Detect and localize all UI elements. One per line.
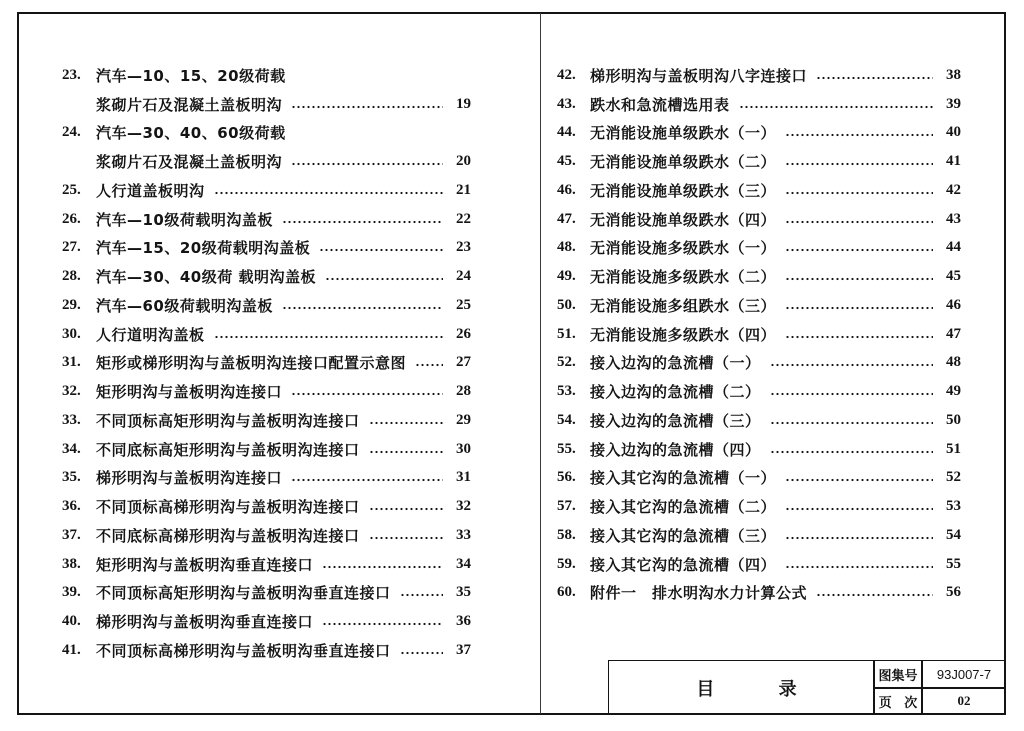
entry-title: 汽车—10级荷载明沟盖板: [96, 210, 273, 229]
entry-number: 28.: [62, 268, 81, 285]
toc-entry: [557, 377, 961, 406]
entry-title: 接入其它沟的急流槽（三）: [590, 526, 777, 545]
entry-page-number: 38: [946, 66, 961, 83]
page-label: 页 次: [878, 695, 918, 711]
entry-number: 58.: [557, 526, 576, 543]
entry-page-number: 22: [456, 210, 471, 227]
dot-leader: [369, 507, 443, 511]
entry-title: 梯形明沟与盖板明沟连接口: [96, 469, 283, 488]
dot-leader: [291, 105, 443, 109]
title-block: [608, 660, 1006, 715]
entry-page-number: 40: [946, 124, 961, 141]
dot-leader: [739, 105, 933, 109]
title-block-title: 目 录: [696, 678, 797, 700]
toc-entry-continuation: [62, 147, 471, 176]
entry-page-number: 36: [456, 613, 471, 630]
entry-title: 人行道明沟盖板: [96, 325, 205, 344]
entry-number: 44.: [557, 124, 576, 141]
entry-page-number: 55: [946, 555, 961, 572]
dot-leader: [785, 507, 933, 511]
toc-entry: [62, 320, 471, 349]
entry-number: 34.: [62, 440, 81, 457]
dot-leader: [369, 450, 443, 454]
toc-entry: [62, 636, 471, 665]
entry-number: 25.: [62, 181, 81, 198]
dot-leader: [214, 335, 443, 339]
entry-page-number: 39: [946, 95, 961, 112]
entry-number: 50.: [557, 296, 576, 313]
dot-leader: [400, 593, 443, 597]
toc-entry: [557, 90, 961, 119]
toc-entry: [62, 176, 471, 205]
entry-title: 浆砌片石及混凝土盖板明沟: [96, 153, 283, 172]
entry-number: 52.: [557, 354, 576, 371]
toc-entry: [62, 61, 471, 90]
entry-number: 37.: [62, 526, 81, 543]
toc-right-column: [557, 61, 961, 607]
page-number-value: 02: [957, 693, 971, 708]
entry-title: 不同顶标高梯形明沟与盖板明沟垂直连接口: [96, 641, 391, 660]
dot-leader: [770, 392, 933, 396]
toc-entry: [557, 435, 961, 464]
entry-title: 不同顶标高梯形明沟与盖板明沟连接口: [96, 498, 360, 517]
toc-left-column: [62, 61, 471, 665]
dot-leader: [785, 133, 933, 137]
entry-title: 无消能设施多级跌水（二）: [590, 268, 777, 287]
entry-title: 矩形或梯形明沟与盖板明沟连接口配置示意图: [96, 354, 407, 373]
entry-page-number: 53: [946, 498, 961, 515]
entry-title: 人行道盖板明沟: [96, 181, 205, 200]
toc-entry: [557, 291, 961, 320]
dot-leader: [282, 306, 443, 310]
entry-page-number: 45: [946, 268, 961, 285]
dot-leader: [369, 536, 443, 540]
entry-number: 46.: [557, 181, 576, 198]
entry-page-number: 50: [946, 411, 961, 428]
toc-entry: [62, 291, 471, 320]
entry-page-number: 21: [456, 181, 471, 198]
entry-page-number: 35: [456, 584, 471, 601]
toc-entry: [62, 406, 471, 435]
entry-number: 23.: [62, 66, 81, 83]
dot-leader: [770, 363, 933, 367]
entry-number: 51.: [557, 325, 576, 342]
dot-leader: [785, 162, 933, 166]
entry-number: 59.: [557, 555, 576, 572]
entry-number: 39.: [62, 584, 81, 601]
dot-leader: [816, 593, 933, 597]
entry-number: 31.: [62, 354, 81, 371]
dot-leader: [291, 162, 443, 166]
dot-leader: [400, 651, 443, 655]
entry-page-number: 34: [456, 555, 471, 572]
entry-page-number: 37: [456, 641, 471, 658]
dot-leader: [214, 191, 443, 195]
entry-page-number: 48: [946, 354, 961, 371]
entry-page-number: 26: [456, 325, 471, 342]
entry-title: 接入边沟的急流槽（四）: [590, 440, 761, 459]
entry-page-number: 31: [456, 469, 471, 486]
entry-title: 无消能设施多组跌水（三）: [590, 296, 777, 315]
dot-leader: [770, 450, 933, 454]
entry-title: 汽车—15、20级荷载明沟盖板: [96, 239, 311, 258]
entry-number: 40.: [62, 613, 81, 630]
entry-number: 48.: [557, 239, 576, 256]
entry-number: 49.: [557, 268, 576, 285]
entry-number: 24.: [62, 124, 81, 141]
toc-entry: [557, 492, 961, 521]
entry-title: 接入边沟的急流槽（二）: [590, 383, 761, 402]
entry-title: 梯形明沟与盖板明沟垂直连接口: [96, 613, 314, 632]
dot-leader: [319, 248, 443, 252]
entry-title: 矩形明沟与盖板明沟垂直连接口: [96, 555, 314, 574]
entry-page-number: 52: [946, 469, 961, 486]
entry-page-number: 25: [456, 296, 471, 313]
entry-number: 56.: [557, 469, 576, 486]
entry-number: 57.: [557, 498, 576, 515]
entry-number: 60.: [557, 584, 576, 601]
dot-leader: [770, 421, 933, 425]
entry-number: 36.: [62, 498, 81, 515]
entry-title: 接入边沟的急流槽（一）: [590, 354, 761, 373]
entry-title: 接入边沟的急流槽（三）: [590, 411, 761, 430]
dot-leader: [322, 565, 443, 569]
toc-entry-continuation: [62, 90, 471, 119]
dot-leader: [785, 306, 933, 310]
toc-entry: [62, 607, 471, 636]
entry-number: 33.: [62, 411, 81, 428]
entry-page-number: 51: [946, 440, 961, 457]
dot-leader: [785, 248, 933, 252]
toc-entry: [557, 205, 961, 234]
entry-title: 附件一 排水明沟水力计算公式: [590, 584, 808, 603]
entry-number: 35.: [62, 469, 81, 486]
toc-entry: [62, 349, 471, 378]
entry-page-number: 20: [456, 153, 471, 170]
entry-page-number: 30: [456, 440, 471, 457]
entry-title: 无消能设施多级跌水（一）: [590, 239, 777, 258]
toc-entry: [557, 234, 961, 263]
toc-entry: [62, 464, 471, 493]
toc-entry: [62, 119, 471, 148]
column-divider: [540, 13, 541, 714]
entry-title: 不同顶标高矩形明沟与盖板明沟垂直连接口: [96, 584, 391, 603]
entry-title: 汽车—10、15、20级荷载: [96, 66, 286, 85]
entry-page-number: 33: [456, 526, 471, 543]
entry-title: 接入其它沟的急流槽（四）: [590, 555, 777, 574]
entry-number: 42.: [557, 66, 576, 83]
entry-title: 跌水和急流槽选用表: [590, 95, 730, 114]
toc-entry: [557, 464, 961, 493]
toc-entry: [557, 262, 961, 291]
dot-leader: [785, 478, 933, 482]
entry-page-number: 29: [456, 411, 471, 428]
toc-entry: [557, 119, 961, 148]
entry-page-number: 19: [456, 95, 471, 112]
dot-leader: [816, 76, 933, 80]
entry-number: 55.: [557, 440, 576, 457]
entry-title: 矩形明沟与盖板明沟连接口: [96, 383, 283, 402]
dot-leader: [785, 536, 933, 540]
toc-entry: [62, 205, 471, 234]
entry-title: 梯形明沟与盖板明沟八字连接口: [590, 66, 808, 85]
entry-page-number: 49: [946, 383, 961, 400]
entry-number: 45.: [557, 153, 576, 170]
entry-title: 不同底标高矩形明沟与盖板明沟连接口: [96, 440, 360, 459]
entry-title: 无消能设施单级跌水（四）: [590, 210, 777, 229]
entry-title: 无消能设施单级跌水（二）: [590, 153, 777, 172]
entry-number: 54.: [557, 411, 576, 428]
dot-leader: [415, 363, 443, 367]
toc-entry: [557, 61, 961, 90]
entry-page-number: 24: [456, 268, 471, 285]
toc-entry: [557, 550, 961, 579]
entry-number: 43.: [557, 95, 576, 112]
entry-number: 26.: [62, 210, 81, 227]
toc-entry: [557, 147, 961, 176]
entry-title: 无消能设施单级跌水（三）: [590, 181, 777, 200]
dot-leader: [785, 277, 933, 281]
entry-title: 汽车—60级荷载明沟盖板: [96, 296, 273, 315]
dot-leader: [785, 565, 933, 569]
atlas-number-value: 93J007-7: [936, 666, 992, 682]
entry-page-number: 56: [946, 584, 961, 601]
entry-page-number: 42: [946, 181, 961, 198]
entry-number: 27.: [62, 239, 81, 256]
entry-title: 接入其它沟的急流槽（二）: [590, 498, 777, 517]
toc-entry: [557, 406, 961, 435]
entry-number: 38.: [62, 555, 81, 572]
entry-title: 浆砌片石及混凝土盖板明沟: [96, 95, 283, 114]
toc-entry: [62, 435, 471, 464]
entry-page-number: 54: [946, 526, 961, 543]
entry-title: 汽车—30、40、60级荷载: [96, 124, 286, 143]
toc-entry: [62, 579, 471, 608]
dot-leader: [322, 622, 443, 626]
toc-entry: [62, 521, 471, 550]
toc-entry: [62, 550, 471, 579]
dot-leader: [325, 277, 443, 281]
entry-page-number: 27: [456, 354, 471, 371]
entry-page-number: 46: [946, 296, 961, 313]
toc-entry: [557, 176, 961, 205]
entry-page-number: 28: [456, 383, 471, 400]
dot-leader: [785, 220, 933, 224]
entry-title: 汽车—30、40级荷 载明沟盖板: [96, 268, 316, 287]
entry-page-number: 47: [946, 325, 961, 342]
toc-entry: [62, 234, 471, 263]
entry-page-number: 23: [456, 239, 471, 256]
entry-number: 30.: [62, 325, 81, 342]
dot-leader: [785, 335, 933, 339]
dot-leader: [291, 392, 443, 396]
toc-entry: [557, 349, 961, 378]
entry-page-number: 32: [456, 498, 471, 515]
toc-entry: [62, 262, 471, 291]
toc-entry: [557, 320, 961, 349]
toc-entry: [62, 377, 471, 406]
dot-leader: [291, 478, 443, 482]
entry-page-number: 44: [946, 239, 961, 256]
entry-number: 53.: [557, 383, 576, 400]
entry-number: 29.: [62, 296, 81, 313]
toc-entry: [557, 521, 961, 550]
dot-leader: [369, 421, 443, 425]
dot-leader: [785, 191, 933, 195]
entry-title: 接入其它沟的急流槽（一）: [590, 469, 777, 488]
atlas-number-label: 图集号: [878, 668, 918, 684]
entry-title: 无消能设施单级跌水（一）: [590, 124, 777, 143]
entry-page-number: 43: [946, 210, 961, 227]
entry-title: 不同底标高梯形明沟与盖板明沟连接口: [96, 526, 360, 545]
entry-number: 47.: [557, 210, 576, 227]
entry-number: 32.: [62, 383, 81, 400]
entry-number: 41.: [62, 641, 81, 658]
dot-leader: [282, 220, 443, 224]
entry-page-number: 41: [946, 153, 961, 170]
entry-title: 无消能设施多级跌水（四）: [590, 325, 777, 344]
toc-entry: [62, 492, 471, 521]
entry-title: 不同顶标高矩形明沟与盖板明沟连接口: [96, 411, 360, 430]
toc-entry: [557, 579, 961, 608]
